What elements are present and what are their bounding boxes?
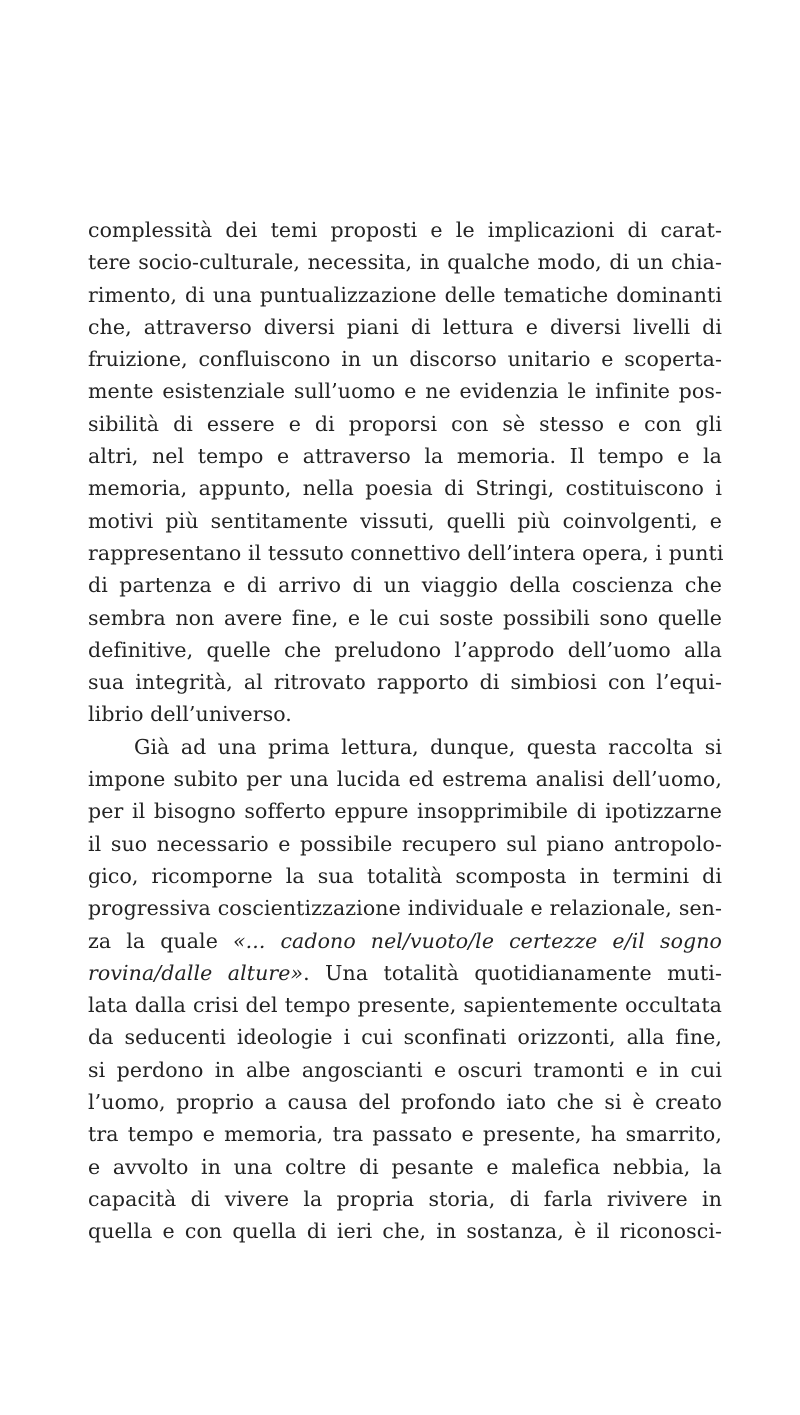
text-line-with-quote (88, 925, 722, 957)
text-line: motivi più sentitamente vissuti, quelli più coinvolgenti, e (88, 508, 722, 533)
text-line: da seducenti ideologie i cui sconfinati orizzonti, alla fine, (88, 1025, 722, 1050)
text-line: definitive, quelle che preludono l’approdo dell’uomo alla (88, 637, 722, 662)
text-line: sibilità di essere e di proporsi con sè stesso e con gli (88, 411, 722, 436)
quoted-verse: rovina/dalle alture» (88, 960, 304, 985)
text-line: rappresentano il tessuto connettivo dell’intera opera, i punti (88, 540, 724, 565)
text-segment: za la quale (88, 928, 233, 953)
text-line: il suo necessario e possibile recupero sul piano antropolo- (88, 831, 722, 856)
text-line: lata dalla crisi del tempo presente, sapientemente occultata (88, 993, 722, 1018)
text-line: si perdono in albe angoscianti e oscuri tramonti e in cui (88, 1057, 722, 1082)
text-line: complessità dei temi proposti e le implicazioni di carat- (88, 218, 722, 242)
text-line: sua integrità, al ritrovato rapporto di simbiosi con l’equi- (88, 670, 722, 695)
text-line: tra tempo e memoria, tra passato e presente, ha smarrito, (88, 1122, 722, 1147)
text-line: fruizione, confluiscono in un discorso unitario e scoperta- (88, 347, 722, 372)
text-line: sembra non avere fine, e le cui soste possibili sono quelle (88, 605, 722, 630)
text-line: impone subito per una lucida ed estrema analisi dell’uomo, (88, 767, 722, 792)
text-line: memoria, appunto, nella poesia di Stringi, costituiscono i (88, 476, 722, 501)
paragraph-1 (88, 214, 722, 731)
text-line: quella e con quella di ieri che, in sostanza, è il riconosci- (88, 1219, 722, 1244)
text-line: Già ad una prima lettura, dunque, questa raccolta si (134, 734, 722, 759)
text-line: di partenza e di arrivo di un viaggio della coscienza che (88, 573, 722, 598)
text-line: per il bisogno sofferto eppure insopprimibile di ipotizzarne (88, 799, 722, 824)
text-line: e avvolto in una coltre di pesante e malefica nebbia, la (88, 1154, 722, 1179)
text-segment: . Una totalità quotidianamente muti- (303, 960, 722, 985)
text-line: gico, ricomporne la sua totalità scomposta in termini di (88, 863, 722, 888)
page-body (88, 214, 722, 1248)
text-line: tere socio-culturale, necessita, in qualche modo, di un chia- (88, 250, 722, 275)
text-line: capacità di vivere la propria storia, di farla rivivere in (88, 1186, 722, 1211)
text-line: librio dell’universo. (88, 702, 292, 727)
text-line-with-quote (88, 957, 722, 989)
text-line: progressiva coscientizzazione individuale e relazionale, sen- (88, 896, 722, 921)
text-line: che, attraverso diversi piani di lettura e diversi livelli di (88, 314, 722, 339)
text-line: rimento, di una puntualizzazione delle tematiche dominanti (88, 282, 722, 307)
quoted-verse: «... cadono nel/vuoto/le certezze e/il sogno (232, 928, 722, 953)
paragraph-2 (88, 731, 722, 1248)
text-line: altri, nel tempo e attraverso la memoria. Il tempo e la (88, 444, 722, 469)
text-line: l’uomo, proprio a causa del profondo iato che si è creato (88, 1090, 722, 1115)
text-line: mente esistenziale sull’uomo e ne evidenzia le infinite pos- (88, 379, 722, 404)
